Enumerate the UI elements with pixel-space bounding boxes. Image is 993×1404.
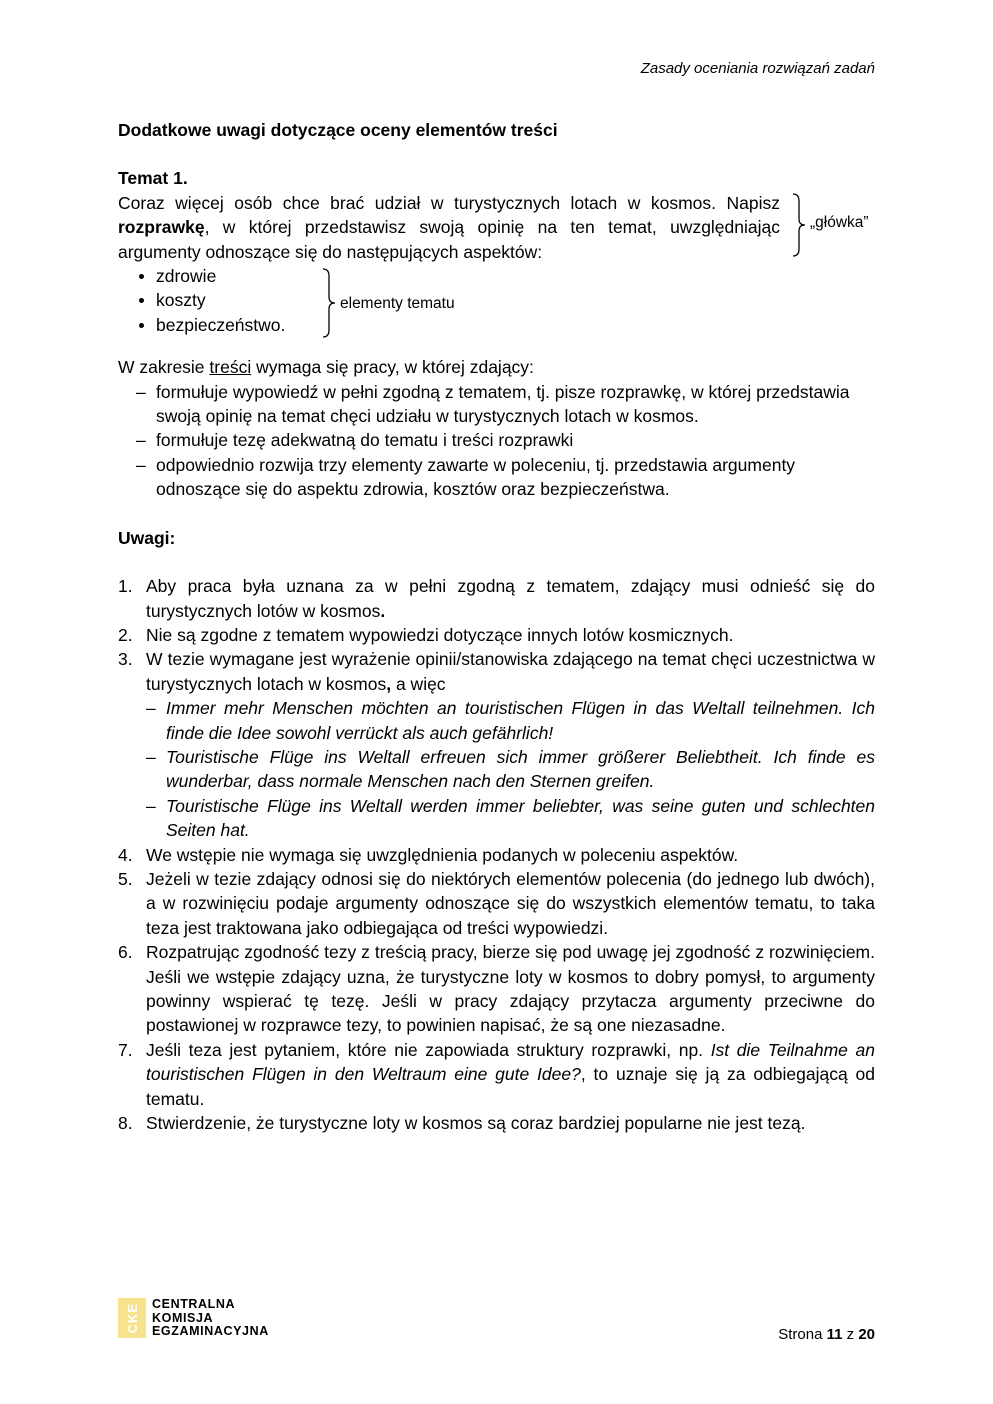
uwaga-end: a więc xyxy=(391,673,446,694)
example-text: Immer mehr Menschen möchten an touristischen Flügen in das Weltall teilnehmen. Ich finde die Idee sowohl verrückt als auch gefährlich! xyxy=(166,698,875,743)
topic-title: Temat 1. xyxy=(118,168,188,189)
requirements-intro-before: W zakresie xyxy=(118,357,210,378)
requirements-intro-after: wymaga się pracy, w której zdający: xyxy=(251,357,534,378)
cke-logo-mark-text: CKE xyxy=(124,1303,140,1334)
dash-mark: – xyxy=(136,454,146,475)
item-number: 8. xyxy=(118,1113,133,1134)
page-total: 20 xyxy=(858,1326,875,1343)
list-item xyxy=(118,1038,875,1111)
list-item xyxy=(118,574,875,623)
example-item xyxy=(146,696,875,745)
uwaga-text: Jeśli teza jest pytaniem, które nie zapowiada struktury rozprawki, np. xyxy=(146,1039,711,1060)
cke-logo-mark xyxy=(118,1298,146,1338)
page-current: 11 xyxy=(826,1326,843,1343)
list-item xyxy=(118,940,875,1038)
topic-elements-block xyxy=(118,264,875,337)
item-number: 6. xyxy=(118,942,133,963)
requirement-text: odpowiednio rozwija trzy elementy zawarte w poleceniu, tj. przedstawia argumenty odnoszące się do aspektu zdrowia, kosztów oraz bezpieczeństwa. xyxy=(156,454,796,500)
cke-logo-text xyxy=(152,1298,269,1339)
uwaga-text: W tezie wymagane jest wyrażenie opinii/stanowiska zdającego na temat chęci uczestnictwa w turystycznych lotach w kosmos xyxy=(146,649,875,694)
main-content xyxy=(118,118,875,1135)
list-item xyxy=(118,380,875,429)
requirements-intro xyxy=(118,355,875,379)
uwagi-list xyxy=(118,574,875,1135)
logo-line: KOMISJA xyxy=(152,1310,214,1325)
uwaga-text: Jeżeli w tezie zdający odnosi się do niektórych elementów polecenia (do jednego lub dwóch), a w rozwinięciu podaje argumenty odnoszące się do wszystkich elementów tematu, to taka teza jest traktowana jako odbiegająca od treści wypowiedzi. xyxy=(146,868,875,938)
dash-mark: – xyxy=(146,795,156,816)
list-item xyxy=(118,428,875,452)
page-sep: z xyxy=(842,1326,859,1343)
elements-brace-icon xyxy=(322,268,336,338)
dash-mark: – xyxy=(146,746,156,767)
example-item xyxy=(146,745,875,794)
uwaga-text: Stwierdzenie, że turystyczne loty w kosmos są coraz bardziej popularne nie jest tezą. xyxy=(146,1113,806,1134)
logo-line: EGZAMINACYJNA xyxy=(152,1324,269,1338)
section-title: Dodatkowe uwagi dotyczące oceny elementów treści xyxy=(118,120,558,140)
list-item xyxy=(118,843,875,867)
uwagi-title: Uwagi: xyxy=(118,527,176,548)
list-item: bezpieczeństwo. xyxy=(118,313,875,337)
item-number: 1. xyxy=(118,576,133,597)
list-item xyxy=(118,453,875,502)
glowka-label: „główka” xyxy=(810,213,869,231)
uwaga-italic-example: Ist die Teilnahme an touristischen Flügen in den Weltraum eine gute Idee? xyxy=(146,1039,875,1085)
cke-logo xyxy=(118,1298,269,1339)
uwaga-text-after: , to uznaje się ją za odbiegającą od tematu. xyxy=(146,1064,875,1109)
list-item: koszty xyxy=(118,288,875,312)
item-number: 4. xyxy=(118,844,133,865)
uwaga-end: . xyxy=(380,600,386,621)
logo-line: CENTRALNA xyxy=(152,1297,236,1311)
topic-intro-part1: Coraz więcej osób chce brać udział w turystycznych lotach w kosmos. Napisz xyxy=(118,192,780,213)
topic-intro-block xyxy=(118,191,875,264)
uwaga-text: Aby praca była uznana za w pełni zgodną z tematem, zdający musi odnieść się do turystycznych lotów w kosmos xyxy=(146,576,875,621)
elements-label: elementy tematu xyxy=(340,295,455,313)
topic-intro-bold: rozprawkę xyxy=(118,217,205,238)
example-text: Touristische Flüge ins Weltall erfreuen sich immer größerer Beliebtheit. Ich finde es wunderbar, dass normale Menschen nach den Sternen greifen. xyxy=(166,746,875,792)
requirement-text: formułuje tezę adekwatną do tematu i treści rozprawki xyxy=(156,430,574,451)
example-item xyxy=(146,794,875,843)
uwaga-text: Nie są zgodne z tematem wypowiedzi dotyczące innych lotów kosmicznych. xyxy=(146,624,734,645)
requirements-list xyxy=(118,380,875,502)
dash-mark: – xyxy=(146,698,156,719)
uwaga-text: Rozpatrując zgodność tezy z treścią pracy, bierze się pod uwagę jej zgodność z rozwinięciem. Jeśli we wstępie zdający uzna, że turystyczne loty w kosmos to dobry pomysł, to argumenty powinny wspierać tę tezę. Jeśli w pracy zdający przytacza argumenty przeciwne do postawionej w rozprawce tezy, to powinien napisać, że są one niezasadne. xyxy=(146,942,875,1036)
topic-intro-text xyxy=(118,191,780,264)
dash-mark: – xyxy=(136,381,146,402)
page-prefix: Strona xyxy=(778,1326,827,1343)
example-list xyxy=(146,696,875,842)
requirement-text: formułuje wypowiedź w pełni zgodną z tematem, tj. pisze rozprawkę, w której przedstawia swoją opinię na temat chęci udziału w turystycznych lotach w kosmos. xyxy=(156,381,850,427)
item-number: 7. xyxy=(118,1039,133,1060)
topic-elements-list xyxy=(118,264,875,337)
item-number: 5. xyxy=(118,868,133,889)
item-number: 2. xyxy=(118,624,133,645)
list-item xyxy=(118,647,875,842)
example-text: Touristische Flüge ins Weltall werden immer beliebter, was seine guten und schlechten Seiten hat. xyxy=(166,795,875,841)
list-item xyxy=(118,867,875,940)
uwaga-comma: , xyxy=(386,673,392,694)
list-item xyxy=(118,623,875,647)
topic-intro-part2: , w której przedstawisz swoją opinię na ten temat, uwzględniając argumenty odnoszące się do następujących aspektów: xyxy=(118,217,780,262)
page-number xyxy=(778,1326,875,1343)
page-header-title: Zasady oceniania rozwiązań zadań xyxy=(640,60,875,77)
glowka-brace-icon xyxy=(792,193,806,257)
uwaga-text: We wstępie nie wymaga się uwzględnienia podanych w poleceniu aspektów. xyxy=(146,844,739,865)
dash-mark: – xyxy=(136,430,146,451)
requirements-intro-underlined: treści xyxy=(209,357,252,378)
list-item: zdrowie xyxy=(118,264,875,288)
list-item xyxy=(118,1111,875,1135)
item-number: 3. xyxy=(118,649,133,670)
